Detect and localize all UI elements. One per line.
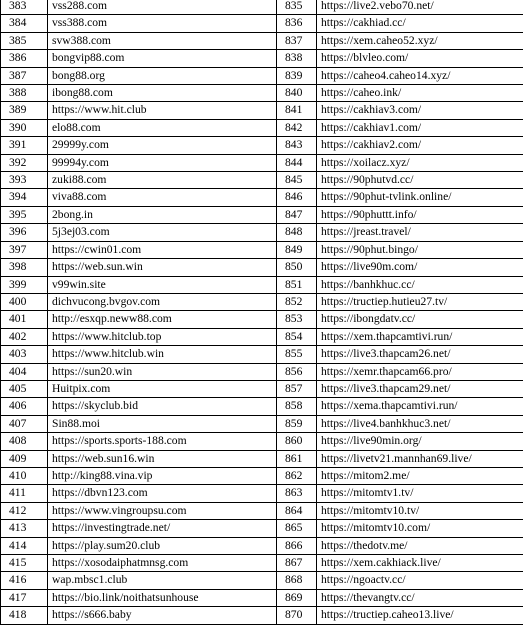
domain-right: https://xem.thapcamtivi.run/ bbox=[317, 328, 523, 345]
row-number-left: 401 bbox=[1, 311, 48, 328]
table-row bbox=[1, 555, 523, 572]
domain-left: 99994y.com bbox=[48, 154, 277, 171]
domain-left: https://sun20.win bbox=[48, 363, 277, 380]
row-number-right: 870 bbox=[277, 607, 317, 624]
domain-right: https://cakhiav2.com/ bbox=[317, 137, 523, 154]
table-row bbox=[1, 328, 523, 345]
table-row bbox=[1, 276, 523, 293]
domain-right: https://mitomtv1.tv/ bbox=[317, 485, 523, 502]
row-number-left: 411 bbox=[1, 485, 48, 502]
domain-right: https://mitomtv10.com/ bbox=[317, 520, 523, 537]
table-row bbox=[1, 259, 523, 276]
table-row bbox=[1, 467, 523, 484]
domain-right: https://tructiep.hutieu27.tv/ bbox=[317, 293, 523, 310]
table-row bbox=[1, 398, 523, 415]
domain-right: https://live90m.com/ bbox=[317, 259, 523, 276]
row-number-right: 854 bbox=[277, 328, 317, 345]
row-number-left: 417 bbox=[1, 589, 48, 606]
domain-left: vss388.com bbox=[48, 15, 277, 32]
table-row bbox=[1, 363, 523, 380]
table-row bbox=[1, 502, 523, 519]
domain-right: https://livetv21.mannhan69.live/ bbox=[317, 450, 523, 467]
row-number-left: 403 bbox=[1, 346, 48, 363]
row-number-right: 845 bbox=[277, 172, 317, 189]
row-number-left: 385 bbox=[1, 32, 48, 49]
table-row bbox=[1, 485, 523, 502]
domain-left: 29999y.com bbox=[48, 137, 277, 154]
domain-right: https://xem.cakhiack.live/ bbox=[317, 555, 523, 572]
domain-left: v99win.site bbox=[48, 276, 277, 293]
domain-left: ibong88.com bbox=[48, 85, 277, 102]
table-row bbox=[1, 293, 523, 310]
domain-right: https://xoilacz.xyz/ bbox=[317, 154, 523, 171]
row-number-left: 396 bbox=[1, 224, 48, 241]
table-row bbox=[1, 415, 523, 432]
domain-left: elo88.com bbox=[48, 119, 277, 136]
row-number-left: 404 bbox=[1, 363, 48, 380]
table-row bbox=[1, 380, 523, 397]
domain-left: https://dbvn123.com bbox=[48, 485, 277, 502]
domain-right: https://thedotv.me/ bbox=[317, 537, 523, 554]
row-number-left: 387 bbox=[1, 67, 48, 84]
row-number-left: 408 bbox=[1, 433, 48, 450]
row-number-left: 418 bbox=[1, 607, 48, 624]
table-row bbox=[1, 32, 523, 49]
domain-right: https://90phuttt.info/ bbox=[317, 206, 523, 223]
table-row bbox=[1, 154, 523, 171]
domain-left: bongvip88.com bbox=[48, 50, 277, 67]
row-number-right: 857 bbox=[277, 380, 317, 397]
row-number-right: 866 bbox=[277, 537, 317, 554]
row-number-right: 868 bbox=[277, 572, 317, 589]
row-number-left: 416 bbox=[1, 572, 48, 589]
row-number-right: 858 bbox=[277, 398, 317, 415]
table-row bbox=[1, 346, 523, 363]
row-number-right: 846 bbox=[277, 189, 317, 206]
domain-right: https://caheo4.caheo14.xyz/ bbox=[317, 67, 523, 84]
domain-left: zuki88.com bbox=[48, 172, 277, 189]
domain-left: https://www.vingroupsu.com bbox=[48, 502, 277, 519]
domain-right: https://xemr.thapcam66.pro/ bbox=[317, 363, 523, 380]
row-number-right: 837 bbox=[277, 32, 317, 49]
table-row bbox=[1, 189, 523, 206]
domain-right: https://live4.banhkhuc3.net/ bbox=[317, 415, 523, 432]
row-number-left: 386 bbox=[1, 50, 48, 67]
row-number-right: 835 bbox=[277, 0, 317, 15]
table-row bbox=[1, 589, 523, 606]
domain-right: https://thevangtv.cc/ bbox=[317, 589, 523, 606]
table-row bbox=[1, 450, 523, 467]
row-number-left: 410 bbox=[1, 467, 48, 484]
table-row bbox=[1, 102, 523, 119]
row-number-right: 851 bbox=[277, 276, 317, 293]
row-number-left: 398 bbox=[1, 259, 48, 276]
domain-left: https://investingtrade.net/ bbox=[48, 520, 277, 537]
row-number-right: 850 bbox=[277, 259, 317, 276]
domain-left: https://skyclub.bid bbox=[48, 398, 277, 415]
domain-left: https://sports.sports-188.com bbox=[48, 433, 277, 450]
row-number-left: 397 bbox=[1, 241, 48, 258]
row-number-right: 862 bbox=[277, 467, 317, 484]
table-row bbox=[1, 0, 523, 15]
table-row bbox=[1, 224, 523, 241]
domain-left: svw388.com bbox=[48, 32, 277, 49]
domain-left: https://web.sun16.win bbox=[48, 450, 277, 467]
row-number-right: 840 bbox=[277, 85, 317, 102]
row-number-left: 391 bbox=[1, 137, 48, 154]
row-number-left: 409 bbox=[1, 450, 48, 467]
table-row bbox=[1, 311, 523, 328]
table-row bbox=[1, 67, 523, 84]
domain-left: wap.mbsc1.club bbox=[48, 572, 277, 589]
row-number-right: 838 bbox=[277, 50, 317, 67]
row-number-right: 841 bbox=[277, 102, 317, 119]
domain-right: https://caheo.ink/ bbox=[317, 85, 523, 102]
row-number-left: 389 bbox=[1, 102, 48, 119]
domain-left: 2bong.in bbox=[48, 206, 277, 223]
row-number-left: 388 bbox=[1, 85, 48, 102]
row-number-right: 848 bbox=[277, 224, 317, 241]
domain-right: https://live2.vebo70.net/ bbox=[317, 0, 523, 15]
row-number-right: 864 bbox=[277, 502, 317, 519]
domain-left: https://s666.baby bbox=[48, 607, 277, 624]
table-row bbox=[1, 85, 523, 102]
row-number-left: 384 bbox=[1, 15, 48, 32]
row-number-right: 844 bbox=[277, 154, 317, 171]
domain-right: https://jreast.travel/ bbox=[317, 224, 523, 241]
domain-right: https://mitom2.me/ bbox=[317, 467, 523, 484]
row-number-right: 867 bbox=[277, 555, 317, 572]
row-number-right: 860 bbox=[277, 433, 317, 450]
row-number-right: 839 bbox=[277, 67, 317, 84]
row-number-right: 847 bbox=[277, 206, 317, 223]
table-row bbox=[1, 172, 523, 189]
row-number-left: 413 bbox=[1, 520, 48, 537]
domain-right: https://cakhiav3.com/ bbox=[317, 102, 523, 119]
row-number-left: 414 bbox=[1, 537, 48, 554]
domain-left: http://esxqp.neww88.com bbox=[48, 311, 277, 328]
domain-left: https://web.sun.win bbox=[48, 259, 277, 276]
row-number-left: 402 bbox=[1, 328, 48, 345]
row-number-left: 393 bbox=[1, 172, 48, 189]
row-number-left: 415 bbox=[1, 555, 48, 572]
row-number-left: 406 bbox=[1, 398, 48, 415]
table-row bbox=[1, 15, 523, 32]
row-number-left: 412 bbox=[1, 502, 48, 519]
domain-right: https://xem.caheo52.xyz/ bbox=[317, 32, 523, 49]
domain-left: bong88.org bbox=[48, 67, 277, 84]
domain-right: https://cakhiav1.com/ bbox=[317, 119, 523, 136]
domain-right: https://blvleo.com/ bbox=[317, 50, 523, 67]
row-number-left: 392 bbox=[1, 154, 48, 171]
row-number-left: 400 bbox=[1, 293, 48, 310]
domain-left: Sin88.moi bbox=[48, 415, 277, 432]
table-row bbox=[1, 433, 523, 450]
domain-left: https://play.sum20.club bbox=[48, 537, 277, 554]
table-row bbox=[1, 607, 523, 624]
row-number-left: 405 bbox=[1, 380, 48, 397]
row-number-right: 865 bbox=[277, 520, 317, 537]
row-number-right: 853 bbox=[277, 311, 317, 328]
domain-left: dichvucong.bvgov.com bbox=[48, 293, 277, 310]
row-number-right: 842 bbox=[277, 119, 317, 136]
domain-right: https://live3.thapcam29.net/ bbox=[317, 380, 523, 397]
domain-left: http://king88.vina.vip bbox=[48, 467, 277, 484]
domain-right: https://ngoactv.cc/ bbox=[317, 572, 523, 589]
row-number-right: 863 bbox=[277, 485, 317, 502]
domain-left: https://bio.link/noithatsunhouse bbox=[48, 589, 277, 606]
domain-right: https://90phut-tvlink.online/ bbox=[317, 189, 523, 206]
domain-right: https://live90min.org/ bbox=[317, 433, 523, 450]
domain-left: 5j3ej03.com bbox=[48, 224, 277, 241]
row-number-right: 836 bbox=[277, 15, 317, 32]
row-number-right: 869 bbox=[277, 589, 317, 606]
row-number-left: 407 bbox=[1, 415, 48, 432]
row-number-right: 849 bbox=[277, 241, 317, 258]
row-number-right: 852 bbox=[277, 293, 317, 310]
domain-right: https://tructiep.caheo13.live/ bbox=[317, 607, 523, 624]
domain-right: https://cakhiad.cc/ bbox=[317, 15, 523, 32]
domain-left: https://xosodaiphatmnsg.com bbox=[48, 555, 277, 572]
row-number-left: 399 bbox=[1, 276, 48, 293]
domain-right: https://90phut.bingo/ bbox=[317, 241, 523, 258]
table-row bbox=[1, 572, 523, 589]
row-number-right: 843 bbox=[277, 137, 317, 154]
domain-left: vss288.com bbox=[48, 0, 277, 15]
row-number-right: 855 bbox=[277, 346, 317, 363]
domain-right: https://ibongdatv.cc/ bbox=[317, 311, 523, 328]
table-row bbox=[1, 520, 523, 537]
row-number-left: 394 bbox=[1, 189, 48, 206]
row-number-right: 856 bbox=[277, 363, 317, 380]
domain-right: https://90phutvd.cc/ bbox=[317, 172, 523, 189]
table-row bbox=[1, 119, 523, 136]
row-number-right: 859 bbox=[277, 415, 317, 432]
domain-left: https://cwin01.com bbox=[48, 241, 277, 258]
table-row bbox=[1, 206, 523, 223]
row-number-right: 861 bbox=[277, 450, 317, 467]
table-row bbox=[1, 137, 523, 154]
domain-left: https://www.hitclub.win bbox=[48, 346, 277, 363]
domain-right: https://xema.thapcamtivi.run/ bbox=[317, 398, 523, 415]
domain-right: https://mitomtv10.tv/ bbox=[317, 502, 523, 519]
table-row bbox=[1, 241, 523, 258]
table-body bbox=[1, 0, 523, 624]
domain-left: viva88.com bbox=[48, 189, 277, 206]
table-row bbox=[1, 50, 523, 67]
row-number-left: 383 bbox=[1, 0, 48, 15]
domain-left: https://www.hitclub.top bbox=[48, 328, 277, 345]
domain-right: https://live3.thapcam26.net/ bbox=[317, 346, 523, 363]
row-number-left: 395 bbox=[1, 206, 48, 223]
domain-left: https://www.hit.club bbox=[48, 102, 277, 119]
domain-right: https://banhkhuc.cc/ bbox=[317, 276, 523, 293]
row-number-left: 390 bbox=[1, 119, 48, 136]
table-row bbox=[1, 537, 523, 554]
domain-left: Huitpix.com bbox=[48, 380, 277, 397]
